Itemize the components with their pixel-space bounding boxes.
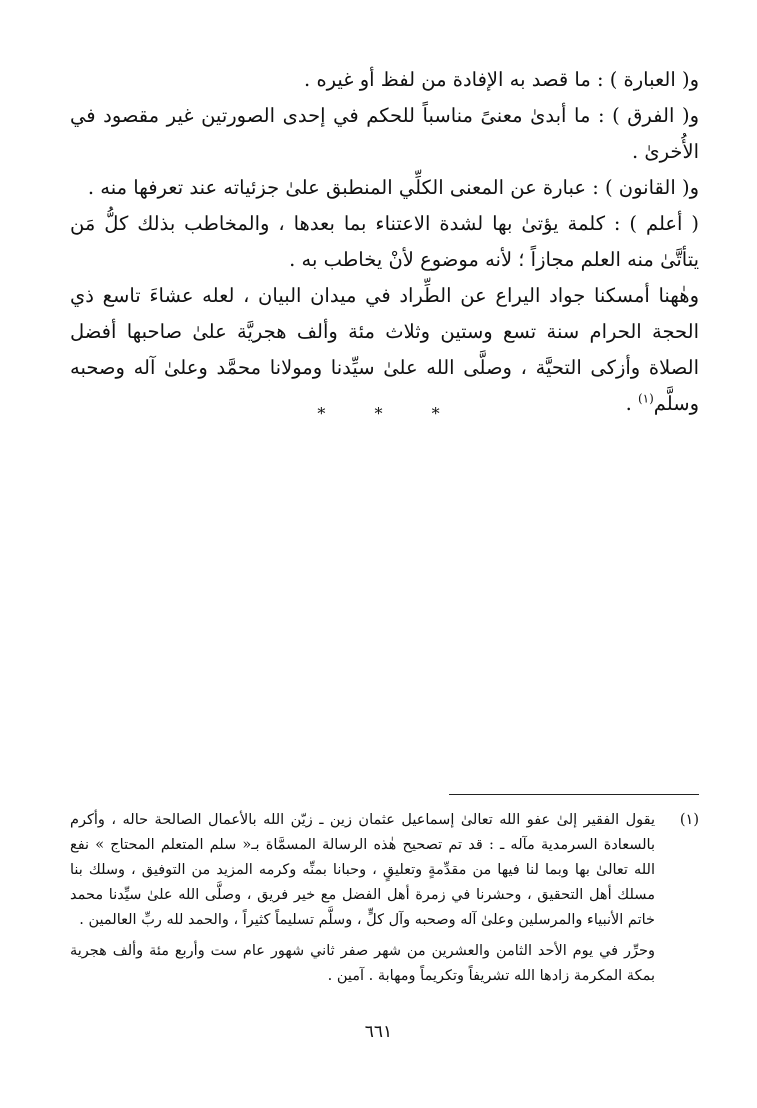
- definition-farq: و( الفرق ) : ما أبدىٰ معنىً مناسباً للحكم في إحدى الصورتين غير مقصود في الأُخرىٰ .: [70, 104, 699, 163]
- closing-text: وهٰهنا أمسكنا جواد اليراع عن الطِّراد في ميدان البيان ، لعله عشاءَ تاسع ذي الحجة الحرام سنة تسع وستين وثلاث مئة وألف هجريَّة علىٰ صاحبها أفضل الصلاة وأزكى التحيَّة ، وصلَّى الله علىٰ سيِّدنا ومولانا محمَّد وعلىٰ آله وصحبه وسلَّم: [70, 284, 699, 415]
- footnote-divider: [449, 794, 699, 795]
- section-separator: * * *: [317, 404, 462, 423]
- main-text: [70, 62, 699, 422]
- closing-period: .: [625, 392, 638, 415]
- footnotes: [70, 808, 699, 989]
- footnote-paragraph: يقول الفقير إلىٰ عفو الله تعالىٰ إسماعيل عثمان زين ـ زيّن الله بالأعمال الصالحة حاله ، وأكرم بالسعادة السرمدية مآله ـ : قد تم تصحيح هٰذه الرسالة المسمَّاة بـ« سلم المتعلم المحتاج » نفع الله تعالىٰ بها وبما لنا فيها من مقدِّمةٍ وتعليقٍ ، وحبانا بمنِّه وكرمه المزيد من التوفيق ، وسلك بنا مسلك أهل التحقيق ، وحشرنا في زمرة أهل الفضل مع خير فريق ، وصلَّى الله علىٰ سيِّدنا محمد خاتم الأنبياء والمرسلين وعلىٰ آله وصحبه وآل كلٍّ ، وسلَّم تسليماً كثيراً ، والحمد لله ربِّ العالمين .: [70, 812, 655, 928]
- definition-alam: ( أعلم ) : كلمة يؤتىٰ بها لشدة الاعتناء بما بعدها ، والمخاطب بذلك كلُّ مَن يتأتَّىٰ منه العلم مجازاً ؛ لأنه موضوع لأنْ يخاطب به .: [70, 212, 699, 271]
- footnote-colophon: وحرِّر في يوم الأحد الثامن والعشرين من شهر صفر ثاني شهور عام ست وأربع مئة وألف هجرية بمكة المكرمة زادها الله تشريفاً وتكريماً ومهابة . آمين .: [70, 943, 655, 984]
- footnote-reference[interactable]: (١): [637, 391, 654, 406]
- closing-paragraph: [70, 278, 699, 422]
- footnote-body: [70, 808, 655, 989]
- footnote-marker: (١): [679, 812, 699, 828]
- page-number: ٦٦١: [364, 1022, 393, 1042]
- definition-qanun: و( القانون ) : عبارة عن المعنى الكلِّي المنطبق علىٰ جزئياته عند تعرفها منه .: [87, 176, 699, 199]
- definition-ibara: و( العبارة ) : ما قصد به الإفادة من لفظ أو غيره .: [304, 68, 699, 91]
